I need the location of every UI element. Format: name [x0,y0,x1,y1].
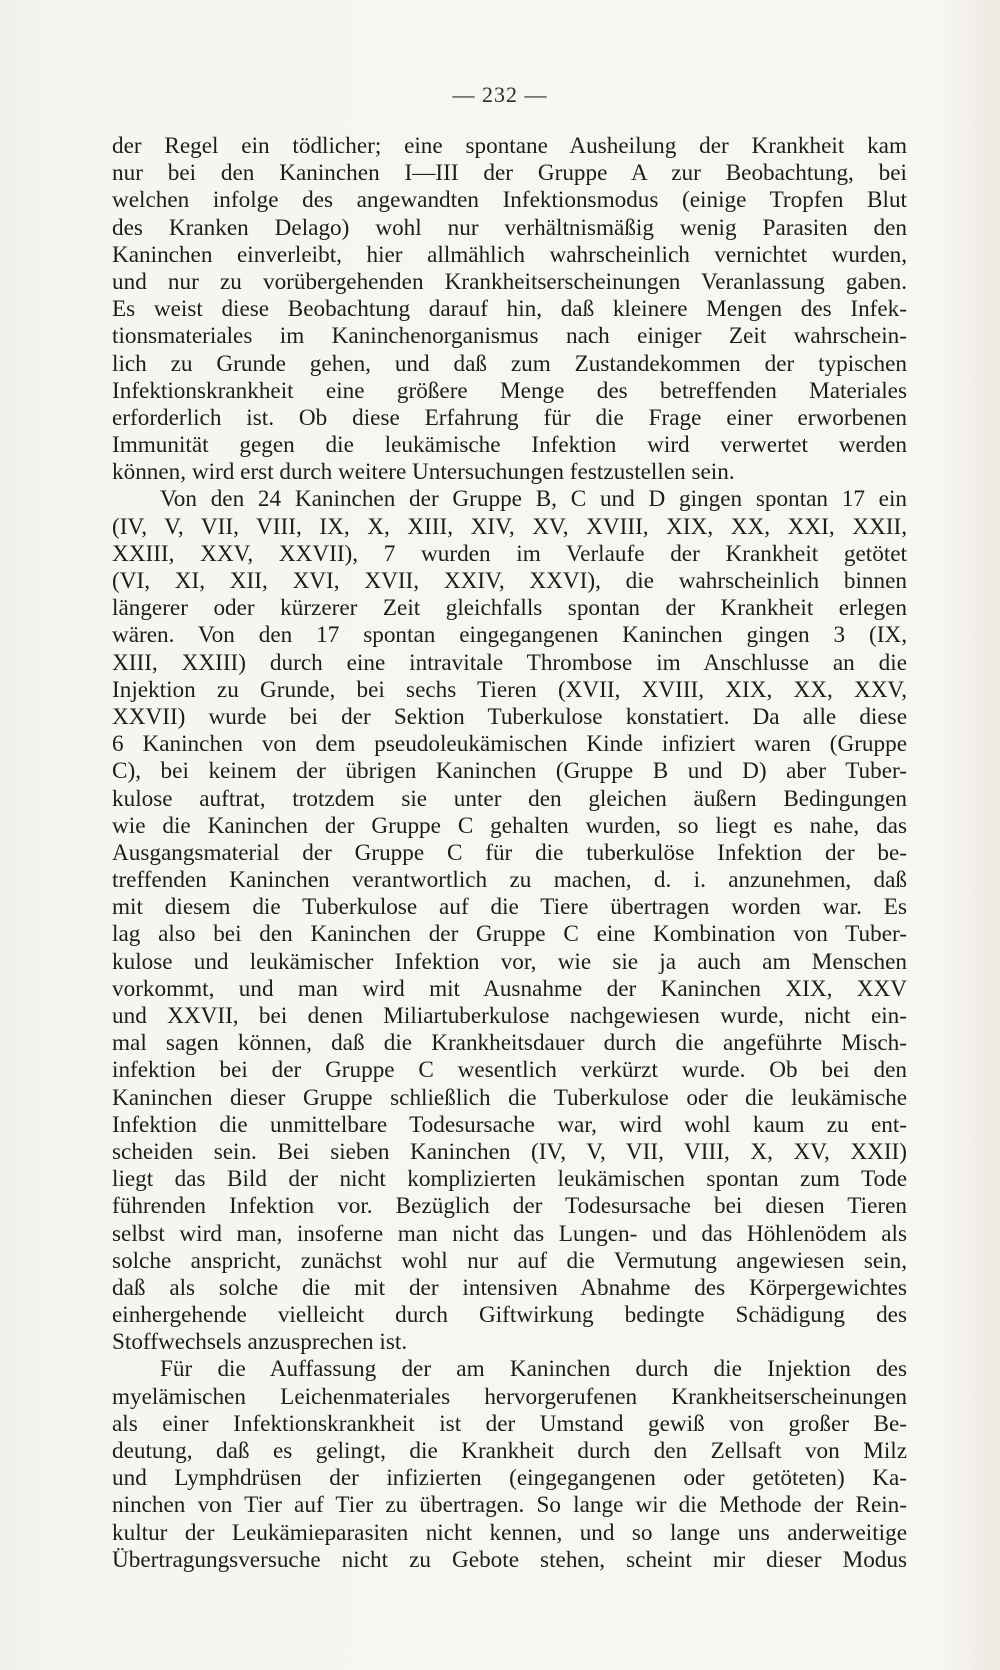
text-line: der Regel ein tödlicher; eine spontane Ausheilung der Krankheit kam [112,133,907,159]
text-line: mit diesem die Tuberkulose auf die Tiere übertragen worden war. Es [112,894,907,921]
text-line: treffenden Kaninchen verantwortlich zu machen, d. i. anzunehmen, daß [112,867,907,894]
text-line: des Kranken Delago) wohl nur verhältnismäßig wenig Parasiten den [112,214,907,241]
text-line: erforderlich ist. Ob diese Erfahrung für die Frage einer erworbenen [112,404,907,431]
text-line: XXIII, XXV, XXVII), 7 wurden im Verlaufe der Krankheit getötet [112,540,907,567]
text-line: infektion bei der Gruppe C wesentlich verkürzt wurde. Ob bei den [112,1057,907,1084]
text-line: und XXVII, bei denen Miliartuberkulose nachgewiesen wurde, nicht ein- [112,1003,907,1029]
text-line: wären. Von den 17 spontan eingegangenen Kaninchen gingen 3 (IX, [112,622,907,649]
text-line: vorkommt, und man wird mit Ausnahme der Kaninchen XIX, XXV [112,975,907,1002]
text-line: lag also bei den Kaninchen der Gruppe C eine Kombination von Tuber- [112,921,907,948]
text-line: liegt das Bild der nicht komplizierten leukämischen spontan zum Tode [112,1166,907,1193]
text-line: Es weist diese Beobachtung darauf hin, daß kleinere Mengen des Infek- [112,296,907,323]
text-line: (VI, XI, XII, XVI, XVII, XXIV, XXVI), die wahrscheinlich binnen [112,568,907,594]
text-line: kultur der Leukämieparasiten nicht kennen, und so lange uns anderweitige [112,1519,907,1546]
text-line: selbst wird man, insoferne man nicht das Lungen- und das Höhlenödem als [112,1220,907,1247]
text-line: Für die Auffassung der am Kaninchen durch die Injektion des [160,1356,907,1383]
body-text [112,133,907,1574]
text-line: XXVII) wurde bei der Sektion Tuberkulose konstatiert. Da alle diese [112,703,907,730]
text-line: und nur zu vorübergehenden Krankheitserscheinungen Veranlassung gaben. [112,268,907,295]
text-line: Kaninchen einverleibt, hier allmählich wahrscheinlich vernichtet wurden, [112,241,907,268]
text-line: können, wird erst durch weitere Untersuchungen festzustellen sein. [112,459,735,486]
text-line: XIII, XXIII) durch eine intravitale Thrombose im Anschlusse an die [112,649,907,676]
text-line: solche anspricht, zunächst wohl nur auf die Vermutung angewiesen sein, [112,1247,907,1274]
text-line: und Lymphdrüsen der infizierten (eingegangenen oder getöteten) Ka- [112,1465,907,1492]
text-line: wie die Kaninchen der Gruppe C gehalten wurden, so liegt es nahe, das [112,812,907,839]
text-line: Infektion die unmittelbare Todesursache war, wird wohl kaum zu ent- [112,1111,907,1138]
text-line: ninchen von Tier auf Tier zu übertragen. So lange wir die Methode der Rein- [112,1492,907,1519]
text-line: nur bei den Kaninchen I—III der Gruppe A zur Beobachtung, bei [112,160,907,187]
text-line: einhergehende vielleicht durch Giftwirkung bedingte Schädigung des [112,1302,907,1329]
text-line: deutung, daß es gelingt, die Krankheit durch den Zellsaft von Milz [112,1438,907,1464]
page-number: — 232 — [452,82,548,107]
text-line: kulose und leukämischer Infektion vor, wie sie ja auch am Menschen [112,948,907,975]
text-line: Von den 24 Kaninchen der Gruppe B, C und D gingen spontan 17 ein [160,486,907,513]
text-line: führenden Infektion vor. Bezüglich der Todesursache bei diesen Tieren [112,1193,907,1220]
text-line: scheiden sein. Bei sieben Kaninchen (IV, V, VII, VIII, X, XV, XXII) [112,1138,907,1165]
text-line: Ausgangsmaterial der Gruppe C für die tuberkulöse Infektion der be- [112,839,907,866]
text-line: mal sagen können, daß die Krankheitsdauer durch die angeführte Misch- [112,1030,907,1057]
text-line: als einer Infektionskrankheit ist der Umstand gewiß von großer Be- [112,1410,907,1437]
text-line: Infektionskrankheit eine größere Menge des betreffenden Materiales [112,377,907,404]
text-line: Kaninchen dieser Gruppe schließlich die Tuberkulose oder die leukämische [112,1084,907,1111]
text-line: (IV, V, VII, VIII, IX, X, XIII, XIV, XV, XVIII, XIX, XX, XXI, XXII, [112,513,907,540]
text-line: kulose auftrat, trotzdem sie unter den gleichen äußern Bedingungen [112,785,907,812]
text-line: Übertragungsversuche nicht zu Gebote stehen, scheint mir dieser Modus [112,1546,907,1573]
text-line: C), bei keinem der übrigen Kaninchen (Gruppe B und D) aber Tuber- [112,758,907,785]
text-line: myelämischen Leichenmateriales hervorgerufenen Krankheitserscheinungen [112,1383,907,1410]
text-line: daß als solche die mit der intensiven Abnahme des Körpergewichtes [112,1274,907,1301]
text-line: längerer oder kürzerer Zeit gleichfalls spontan der Krankheit erlegen [112,595,907,622]
text-line: 6 Kaninchen von dem pseudoleukämischen Kinde infiziert waren (Gruppe [112,731,907,758]
text-line: welchen infolge des angewandten Infektionsmodus (einige Tropfen Blut [112,187,907,214]
text-line: tionsmateriales im Kaninchenorganismus nach einiger Zeit wahrschein- [112,323,907,350]
text-line: lich zu Grunde gehen, und daß zum Zustandekommen der typischen [112,350,907,377]
text-line: Injektion zu Grunde, bei sechs Tieren (XVII, XVIII, XIX, XX, XXV, [112,676,907,703]
text-line: Stoffwechsels anzusprechen ist. [112,1329,408,1356]
text-line: Immunität gegen die leukämische Infektion wird verwertet werden [112,432,907,459]
